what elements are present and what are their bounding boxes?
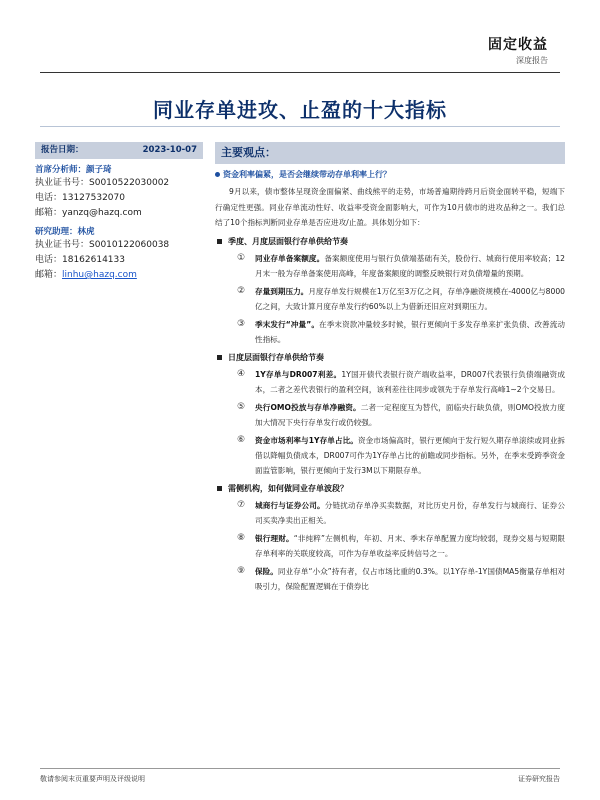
analyst-role: 首席分析师： <box>35 165 87 175</box>
indicator-item <box>237 317 565 347</box>
indicator-item <box>237 284 565 314</box>
report-date-bar <box>35 142 203 159</box>
analyst-email-label: 邮箱： <box>35 208 63 218</box>
indicator-title: 季末发行“冲量”。 <box>255 319 320 329</box>
indicator-number: ① <box>237 252 246 263</box>
indicator-title: 同业存单备案额度。 <box>255 253 325 263</box>
group-heading <box>217 482 565 496</box>
analyst-email-row <box>35 206 203 221</box>
square-bullet-icon <box>217 239 222 244</box>
analyst-cert: 执业证书号：S0010522030002 <box>35 178 170 188</box>
assistant-role: 研究助理： <box>35 227 78 237</box>
analyst-name: 颜子琦 <box>86 165 112 175</box>
footer-report-type: 证券研究报告 <box>518 775 560 783</box>
group-heading-text: 季度、月度层面银行存单供给节奏 <box>228 236 348 246</box>
footer-divider <box>40 768 560 769</box>
group-heading <box>217 235 565 249</box>
indicator-groups <box>215 235 565 594</box>
indicator-text <box>255 531 565 561</box>
group-heading-text: 需侧机构，如何做同业存单波段？ <box>228 483 348 493</box>
indicator-text <box>255 498 565 528</box>
indicator-description: 备案额度使用与银行负债端基础有关，股份行、城商行使用率较高；12月末一般为存单备案使用高峰，年度备案额度的调整反映银行对负债增量的预期。 <box>255 253 565 278</box>
indicator-title: 城商行与证券公司。 <box>255 500 325 510</box>
indicator-description: 同业存单“小众”持有者，仅占市场比重的0.3%。以1Y存单-1Y国债MA5衡量存单相对吸引力，保险配置逻辑在于债券比 <box>255 566 566 591</box>
analyst-heading <box>35 164 203 176</box>
indicator-number: ⑤ <box>237 401 246 412</box>
indicator-item <box>237 367 565 397</box>
header-title: 固定收益 <box>488 37 548 53</box>
indicator-title: 1Y存单与DR007利差。 <box>255 369 342 379</box>
key-question <box>215 169 565 181</box>
section-title: 主要观点： <box>215 142 565 164</box>
indicator-description: 1Y国开债代表银行资产端收益率，DR007代表银行负债端融资成本，二者之差代表银行的盈利空间，该利差往往同步或领先于存单发行高峰1~2个交易日。 <box>255 369 565 394</box>
indicator-number: ② <box>237 285 246 296</box>
key-question-text: 资金利率偏紧，是否会继续带动存单利率上行？ <box>223 170 391 179</box>
header-subtitle: 深度报告 <box>516 56 548 65</box>
indicator-text <box>255 251 565 281</box>
title-divider <box>40 126 560 127</box>
indicator-number: ⑧ <box>237 532 246 543</box>
author-sidebar <box>35 142 203 283</box>
indicator-text <box>255 284 565 314</box>
indicator-text <box>255 367 565 397</box>
assistant-name: 林虎 <box>77 227 95 237</box>
indicator-number: ⑥ <box>237 434 246 445</box>
indicator-description: 月度存单发行规模在1万亿至3万亿之间，存单净融资规模在-4000亿与8000亿之间，大致计算月度存单发行约60%以上为借新还旧应对到期压力。 <box>255 286 566 311</box>
indicator-description: “非纯粹”左侧机构，年初、月末、季末存单配置力度均较弱，现券交易与短期限存单利率的关联度较高，可作为存单收益率反转信号之一。 <box>255 533 565 558</box>
indicator-text <box>255 564 565 594</box>
indicator-text <box>255 400 565 430</box>
indicator-title: 银行理财。 <box>255 533 294 543</box>
footer-disclaimer: 敬请参阅末页重要声明及评级说明 <box>40 775 145 783</box>
indicator-description: 分链扰动存单净买卖数据，对比历史月份，存单发行与城商行、证券公司买卖净卖出正相关。 <box>255 500 566 525</box>
indicator-number: ③ <box>237 318 246 329</box>
indicator-item <box>237 433 565 478</box>
assistant-cert: 执业证书号：S0010122060038 <box>35 240 170 250</box>
report-title: 同业存单进攻、止盈的十大指标 <box>153 98 447 122</box>
main-content <box>215 142 565 597</box>
report-date: 2023-10-07 <box>142 145 197 155</box>
indicator-item <box>237 498 565 528</box>
indicator-number: ⑦ <box>237 499 246 510</box>
analyst-phone: 电话：13127532070 <box>35 193 125 203</box>
indicator-number: ④ <box>237 368 246 379</box>
analyst-email-link[interactable]: yanzq@hazq.com <box>62 208 142 218</box>
indicator-description: 二者一定程度互为替代，面临央行缺负债，则OMO投放力度加大情况下央行存单发行或仍较强。 <box>255 402 565 427</box>
indicator-description: 资金市场偏高时，银行更倾向于发行短久期存单滚续或同业拆借以降幅负债成本，DR007可作为1Y存单占比的前瞻或同步指标。另外，在季末受跨季资金面监管影响，银行更倾向于发行3M以下期限存单。 <box>255 435 566 475</box>
indicator-item <box>237 251 565 281</box>
indicator-number: ⑨ <box>237 565 246 576</box>
indicator-title: 保险。 <box>255 566 278 576</box>
intro-paragraph: 9月以来，债市整体呈现资金面偏紧、曲线熊平的走势，市场普遍期待跨月后资金面转平稳，短端下行确定性更强。同业存单流动性好、收益率受资金面影响大，可作为10月债市的进攻品种之一。我们总结了10个指标判断同业存单是否应进攻/止盈。具体划分如下： <box>215 187 565 227</box>
indicator-item <box>237 564 565 594</box>
square-bullet-icon <box>217 486 222 491</box>
indicator-item <box>237 531 565 561</box>
assistant-heading <box>35 226 203 238</box>
assistant-email-label: 邮箱： <box>35 270 63 280</box>
square-bullet-icon <box>217 355 222 360</box>
indicator-text <box>255 317 565 347</box>
bullet-dot-icon <box>215 172 220 177</box>
indicator-item <box>237 400 565 430</box>
assistant-phone: 电话：18162614133 <box>35 255 125 265</box>
indicator-text <box>255 433 565 478</box>
group-heading <box>217 351 565 365</box>
indicator-title: 存量到期压力。 <box>255 286 309 296</box>
group-heading-text: 日度层面银行存单供给节奏 <box>228 352 324 362</box>
header-divider <box>40 72 560 73</box>
indicator-description: 在季末资款冲量较多时候，银行更倾向于多发存单来扩张负债、改善流动性指标。 <box>255 319 566 344</box>
indicator-title: 资金市场利率与1Y存单占比。 <box>255 435 358 445</box>
assistant-email-link[interactable]: linhu@hazq.com <box>62 270 137 280</box>
assistant-email-row <box>35 268 203 283</box>
indicator-title: 央行OMO投放与存单净融资。 <box>255 402 361 412</box>
report-date-label: 报告日期： <box>41 145 84 155</box>
